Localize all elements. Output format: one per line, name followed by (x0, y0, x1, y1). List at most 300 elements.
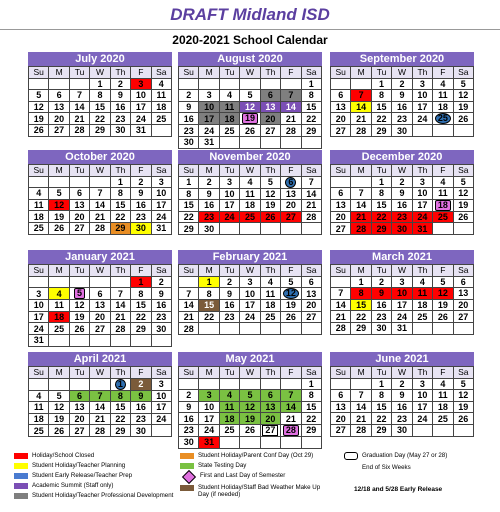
day-cell: 1 (199, 276, 219, 288)
weekday-row (331, 265, 474, 277)
day-cell: 5 (453, 378, 473, 390)
day-cell: 5 (453, 78, 473, 90)
day-cell: 16 (131, 402, 151, 414)
page-title: DRAFT Midland ISD (170, 5, 330, 24)
day-cell: 26 (260, 211, 280, 223)
week-row (29, 90, 172, 102)
day-cell: 3 (151, 176, 171, 188)
day-cell: 25 (151, 113, 171, 125)
day-cell: 20 (49, 113, 69, 125)
month-title: July 2020 (28, 52, 172, 66)
month-title: January 2021 (28, 250, 172, 264)
week-row (331, 125, 474, 137)
weekday-label: W (392, 367, 412, 379)
week-row (179, 125, 322, 137)
day-cell: 4 (29, 188, 49, 200)
day-cell: 16 (179, 113, 199, 125)
day-cell: 31 (199, 136, 219, 148)
legend-parent-swatch (180, 453, 194, 459)
empty-cell (179, 378, 199, 390)
month-grid (178, 66, 322, 149)
empty-cell (453, 322, 473, 334)
legend-staff-swatch (180, 485, 194, 491)
month-grid (330, 264, 474, 335)
week-row (331, 211, 474, 223)
empty-cell (331, 378, 351, 390)
day-cell: 9 (179, 101, 199, 113)
day-cell: 30 (199, 223, 219, 235)
day-cell: 7 (69, 90, 89, 102)
day-cell: 20 (69, 413, 89, 425)
day-cell: 29 (371, 424, 391, 436)
empty-cell (219, 436, 239, 448)
day-cell: 18 (433, 101, 453, 113)
day-cell: 7 (351, 90, 371, 102)
week-row (331, 288, 474, 300)
legend-prof-swatch (14, 493, 28, 499)
day-cell: 5 (260, 176, 280, 188)
weekday-label: M (351, 165, 371, 177)
day-cell: 21 (281, 113, 301, 125)
day-cell: 20 (331, 211, 351, 223)
day-cell: 30 (371, 322, 391, 334)
weekday-label: F (131, 367, 151, 379)
day-cell: 28 (351, 223, 371, 235)
empty-cell (351, 78, 371, 90)
day-cell: 4 (433, 176, 453, 188)
week-row (331, 322, 474, 334)
day-cell: 18 (433, 401, 453, 413)
legend-parent-label: Student Holiday/Parent Conf Day (Oct 29) (198, 452, 314, 459)
day-cell: 11 (219, 101, 239, 113)
month-title: August 2020 (178, 52, 322, 66)
day-cell: 3 (29, 288, 49, 300)
empty-cell (219, 223, 239, 235)
day-cell: 13 (281, 188, 301, 200)
empty-cell (260, 436, 280, 448)
day-cell: 2 (371, 276, 391, 288)
empty-cell (453, 424, 473, 436)
empty-cell (90, 378, 110, 390)
month-grid (178, 264, 322, 335)
day-cell: 15 (371, 101, 391, 113)
day-cell: 4 (29, 390, 49, 402)
weekday-label: Tu (371, 367, 391, 379)
six-weeks-marker: 6 (285, 177, 296, 188)
legend-graduation-label: Graduation Day (May 27 or 28) (362, 452, 448, 459)
weekday-label: Sa (151, 367, 171, 379)
day-cell: 28 (351, 424, 371, 436)
day-cell: 18 (260, 300, 280, 312)
day-cell: 30 (179, 436, 199, 448)
day-cell: 31 (392, 322, 412, 334)
week-row (29, 402, 172, 414)
weekday-label: Th (260, 367, 280, 379)
legend-first-last (180, 472, 285, 482)
weekday-label: Th (110, 67, 130, 79)
weekday-label: W (90, 165, 110, 177)
month-grid (178, 164, 322, 235)
legend-plan-swatch (14, 463, 28, 469)
legend-early (14, 472, 132, 479)
day-cell: 29 (301, 125, 321, 137)
day-cell: 6 (260, 390, 280, 402)
empty-cell (219, 78, 239, 90)
legend-testing (180, 462, 246, 469)
day-cell: 2 (219, 276, 239, 288)
week-row (29, 176, 172, 188)
day-cell: 1 (301, 78, 321, 90)
empty-cell (331, 176, 351, 188)
day-cell: 25 (29, 425, 49, 437)
weekday-label: M (49, 367, 69, 379)
day-cell: 1 (371, 378, 391, 390)
day-cell: 19 (29, 113, 49, 125)
day-cell: 4 (412, 276, 432, 288)
week-row (29, 78, 172, 90)
day-cell: 28 (179, 323, 199, 335)
day-cell: 1 (110, 176, 130, 188)
day-cell: 13 (331, 401, 351, 413)
empty-cell (412, 424, 432, 436)
weekday-label: Su (179, 367, 199, 379)
semester-marker: 28 (283, 425, 299, 436)
empty-cell (199, 378, 219, 390)
day-cell: 27 (90, 323, 110, 335)
weekday-label: Su (331, 67, 351, 79)
day-cell: 12 (49, 199, 69, 211)
weekday-label: M (199, 67, 219, 79)
day-cell: 21 (90, 413, 110, 425)
month-may-2021 (178, 352, 322, 449)
day-cell: 19 (49, 413, 69, 425)
day-cell: 23 (179, 424, 199, 436)
day-cell: 16 (371, 299, 391, 311)
day-cell: 30 (151, 323, 171, 335)
week-row (179, 424, 322, 436)
day-cell: 26 (281, 311, 301, 323)
day-cell: 23 (219, 311, 239, 323)
day-cell: 4 (240, 176, 260, 188)
week-row (179, 311, 322, 323)
day-cell: 22 (351, 311, 371, 323)
day-cell: 24 (29, 323, 49, 335)
day-cell: 8 (371, 90, 391, 102)
day-cell: 13 (69, 199, 89, 211)
day-cell: 23 (131, 413, 151, 425)
day-cell: 24 (199, 424, 219, 436)
day-cell: 22 (131, 311, 151, 323)
legend-six-weeks (362, 464, 411, 471)
day-cell: 10 (392, 288, 412, 300)
day-cell: 24 (131, 113, 151, 125)
day-cell: 29 (371, 125, 391, 137)
day-cell: 13 (69, 402, 89, 414)
legend-testing-swatch (180, 463, 194, 469)
day-cell: 22 (90, 113, 110, 125)
weekday-label: M (49, 165, 69, 177)
day-cell: 10 (199, 401, 219, 413)
day-cell: 14 (351, 199, 371, 211)
day-cell: 17 (219, 200, 239, 212)
empty-cell (151, 124, 171, 136)
week-row (179, 90, 322, 102)
empty-cell (301, 323, 321, 335)
week-row (29, 101, 172, 113)
day-cell: 31 (131, 124, 151, 136)
day-cell: 1 (351, 276, 371, 288)
month-title: May 2021 (178, 352, 322, 366)
weekday-label: Su (331, 265, 351, 277)
week-row (331, 113, 474, 125)
graduation-box-icon (344, 452, 358, 460)
day-cell: 14 (179, 300, 199, 312)
week-row (331, 311, 474, 323)
week-row (179, 113, 322, 125)
day-cell: 21 (301, 200, 321, 212)
day-cell: 27 (281, 211, 301, 223)
day-cell: 21 (281, 413, 301, 425)
day-cell: 2 (131, 176, 151, 188)
week-row (331, 276, 474, 288)
week-row (179, 276, 322, 288)
day-cell (69, 288, 89, 300)
week-row (179, 300, 322, 312)
day-cell: 29 (301, 424, 321, 436)
weekday-row (29, 67, 172, 79)
day-cell: 30 (131, 222, 151, 234)
empty-cell (219, 136, 239, 148)
legend-plan (14, 462, 125, 469)
day-cell: 12 (240, 401, 260, 413)
day-cell: 4 (219, 390, 239, 402)
day-cell: 13 (301, 288, 321, 300)
day-cell: 26 (69, 323, 89, 335)
day-cell: 7 (281, 390, 301, 402)
day-cell: 28 (281, 125, 301, 137)
day-cell: 23 (151, 311, 171, 323)
week-row (29, 188, 172, 200)
week-row (29, 276, 172, 288)
weekday-label: Sa (453, 265, 473, 277)
day-cell: 18 (151, 101, 171, 113)
week-row (29, 334, 172, 346)
day-cell: 4 (219, 90, 239, 102)
day-cell (260, 424, 280, 436)
day-cell: 9 (392, 90, 412, 102)
empty-cell (49, 334, 69, 346)
weekday-label: Tu (219, 67, 239, 79)
weekday-row (331, 367, 474, 379)
weekday-label: Su (29, 67, 49, 79)
day-cell: 3 (219, 176, 239, 188)
day-cell: 28 (69, 124, 89, 136)
weekday-row (331, 165, 474, 177)
day-cell: 3 (240, 276, 260, 288)
day-cell: 18 (240, 200, 260, 212)
legend-prof (14, 492, 174, 499)
weekday-row (179, 165, 322, 177)
weekday-label: W (392, 165, 412, 177)
week-row (179, 200, 322, 212)
day-cell: 31 (29, 334, 49, 346)
day-cell: 28 (90, 425, 110, 437)
day-cell: 5 (240, 90, 260, 102)
day-cell: 11 (49, 300, 69, 312)
day-cell: 13 (260, 101, 280, 113)
day-cell: 15 (351, 299, 371, 311)
day-cell: 25 (29, 222, 49, 234)
month-grid (28, 164, 172, 235)
week-row (179, 401, 322, 413)
weekday-label: W (90, 367, 110, 379)
day-cell: 16 (131, 199, 151, 211)
empty-cell (49, 378, 69, 390)
legend-parent (180, 452, 313, 459)
week-row (331, 378, 474, 390)
empty-cell (179, 78, 199, 90)
weekday-row (179, 67, 322, 79)
day-cell: 23 (392, 413, 412, 425)
day-cell (281, 176, 301, 188)
empty-cell (110, 276, 130, 288)
semester-marker: 19 (242, 113, 258, 124)
day-cell: 17 (199, 113, 219, 125)
week-row (29, 124, 172, 136)
day-cell (433, 113, 453, 125)
day-cell: 17 (412, 199, 432, 211)
month-january-2021 (28, 250, 172, 347)
day-cell: 6 (260, 90, 280, 102)
weekday-label: M (351, 67, 371, 79)
day-cell: 29 (90, 124, 110, 136)
day-cell: 8 (301, 390, 321, 402)
day-cell: 20 (260, 413, 280, 425)
month-grid (28, 66, 172, 137)
week-row (179, 323, 322, 335)
day-cell: 17 (131, 101, 151, 113)
day-cell: 8 (90, 90, 110, 102)
day-cell: 13 (90, 300, 110, 312)
week-row (29, 113, 172, 125)
title-bar (0, 0, 500, 30)
day-cell: 14 (331, 299, 351, 311)
empty-cell (219, 378, 239, 390)
weekday-label: Tu (69, 165, 89, 177)
empty-cell (260, 323, 280, 335)
day-cell: 5 (29, 90, 49, 102)
day-cell: 6 (453, 276, 473, 288)
day-cell: 10 (219, 188, 239, 200)
day-cell: 26 (453, 413, 473, 425)
empty-cell (433, 125, 453, 137)
day-cell: 30 (392, 125, 412, 137)
day-cell: 16 (151, 300, 171, 312)
legend-testing-label: State Testing Day (198, 462, 247, 469)
day-cell: 15 (131, 300, 151, 312)
day-cell: 10 (29, 300, 49, 312)
legend-early-swatch (14, 473, 28, 479)
day-cell: 9 (131, 188, 151, 200)
day-cell: 24 (151, 413, 171, 425)
week-row (29, 413, 172, 425)
day-cell: 6 (301, 276, 321, 288)
weekday-label: Sa (151, 265, 171, 277)
day-cell (281, 288, 301, 300)
week-row (29, 390, 172, 402)
empty-cell (49, 176, 69, 188)
legend-prof-label: Student Holiday/Teacher Professional Development (32, 492, 174, 499)
month-title: June 2021 (330, 352, 474, 366)
week-row (331, 413, 474, 425)
day-cell: 8 (371, 390, 391, 402)
day-cell: 10 (240, 288, 260, 300)
day-cell: 18 (29, 413, 49, 425)
weekday-label: M (199, 265, 219, 277)
day-cell: 30 (392, 424, 412, 436)
day-cell: 1 (371, 78, 391, 90)
page-subtitle: 2020-2021 School Calendar (172, 33, 328, 47)
day-cell: 18 (49, 311, 69, 323)
day-cell: 1 (179, 176, 199, 188)
day-cell: 11 (433, 90, 453, 102)
empty-cell (240, 223, 260, 235)
weekday-row (179, 367, 322, 379)
month-title: November 2020 (178, 150, 322, 164)
day-cell: 16 (219, 300, 239, 312)
day-cell: 1 (371, 176, 391, 188)
week-row (179, 78, 322, 90)
day-cell: 12 (240, 101, 260, 113)
empty-cell (281, 136, 301, 148)
day-cell: 3 (392, 276, 412, 288)
day-cell: 29 (110, 425, 130, 437)
weekday-label: Su (29, 367, 49, 379)
week-row (29, 311, 172, 323)
day-cell: 12 (49, 402, 69, 414)
month-april-2021 (28, 352, 172, 437)
day-cell: 8 (351, 288, 371, 300)
day-cell: 15 (179, 200, 199, 212)
day-cell: 16 (110, 101, 130, 113)
day-cell: 18 (412, 299, 432, 311)
day-cell: 12 (453, 390, 473, 402)
day-cell: 11 (151, 90, 171, 102)
day-cell: 2 (131, 378, 151, 390)
empty-cell (179, 276, 199, 288)
day-cell: 30 (179, 136, 199, 148)
empty-cell (281, 323, 301, 335)
day-cell: 7 (281, 90, 301, 102)
weekday-label: Su (29, 165, 49, 177)
day-cell: 13 (331, 199, 351, 211)
month-june-2021 (330, 352, 474, 437)
month-march-2021 (330, 250, 474, 335)
day-cell: 1 (90, 78, 110, 90)
day-cell: 9 (199, 188, 219, 200)
legend-summit (14, 482, 113, 489)
day-cell: 21 (179, 311, 199, 323)
weekday-label: W (392, 67, 412, 79)
day-cell: 14 (281, 101, 301, 113)
empty-cell (281, 436, 301, 448)
day-cell: 12 (453, 90, 473, 102)
week-row (331, 390, 474, 402)
empty-cell (240, 136, 260, 148)
day-cell: 9 (392, 390, 412, 402)
day-cell (110, 378, 130, 390)
day-cell: 23 (371, 311, 391, 323)
